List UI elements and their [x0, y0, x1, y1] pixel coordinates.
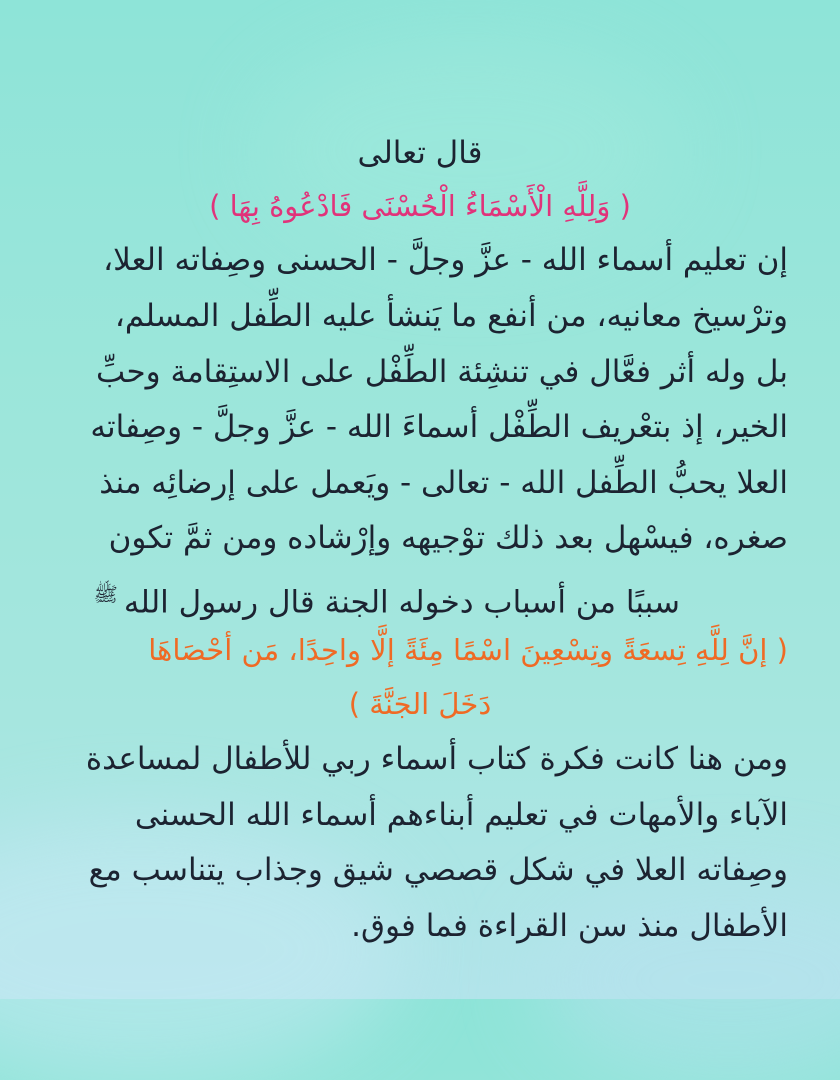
paragraph-line: صغره، فيسْهل بعد ذلك توْجيهه وإرْشاده ومن ثمَّ تكون: [108, 520, 788, 556]
paragraph-line: ومن هنا كانت فكرة كتاب أسماء ربي للأطفال لمساعدة: [85, 741, 788, 777]
paragraph-line: وصِفاته العلا في شكل قصصي شيق وجذاب يتناسب مع: [88, 852, 788, 888]
paragraph-line: الخير، إذ بتعْريف الطِّفْل أسماءَ الله - عزَّ وجلَّ - وصِفاته: [90, 409, 788, 445]
paragraph-line-last: [40, 574, 680, 622]
hadith-line: ( إنَّ لِلَّهِ تِسعَةً وتِسْعِينَ اسْمًا مِئَةً إلَّا واحِدًا، مَن أحْصَاهَا: [148, 633, 788, 667]
pbuh-symbol: ﷺ: [93, 582, 118, 606]
paragraph-line: العلا يحبُّ الطِّفل الله - تعالى - ويَعمل على إرضائِه منذ: [99, 465, 788, 501]
paragraph-line: بل وله أثر فعَّال في تنشِئة الطِّفْل على الاستِقامة وحبِّ: [96, 354, 788, 390]
hadith-line: دَخَلَ الجَنَّةَ ): [348, 687, 492, 721]
paragraph-line-text: سببًا من أسباب دخوله الجنة قال رسول الله: [123, 584, 680, 621]
paragraph-line: إن تعليم أسماء الله - عزَّ وجلَّ - الحسنى وصِفاته العلا،: [103, 242, 788, 278]
paragraph-line: الآباء والأمهات في تعليم أبناءهم أسماء الله الحسنى: [134, 797, 788, 833]
heading: قال تعالى: [357, 135, 483, 171]
paragraph-line: الأطفال منذ سن القراءة فما فوق.: [351, 908, 788, 944]
quran-verse: ( وَلِلَّهِ الْأَسْمَاءُ الْحُسْنَى فَادْعُوهُ بِهَا ): [209, 189, 631, 223]
paragraph-line: وترْسيخ معانيه، من أنفع ما يَنشأ عليه الطِّفل المسلم،: [114, 298, 788, 334]
